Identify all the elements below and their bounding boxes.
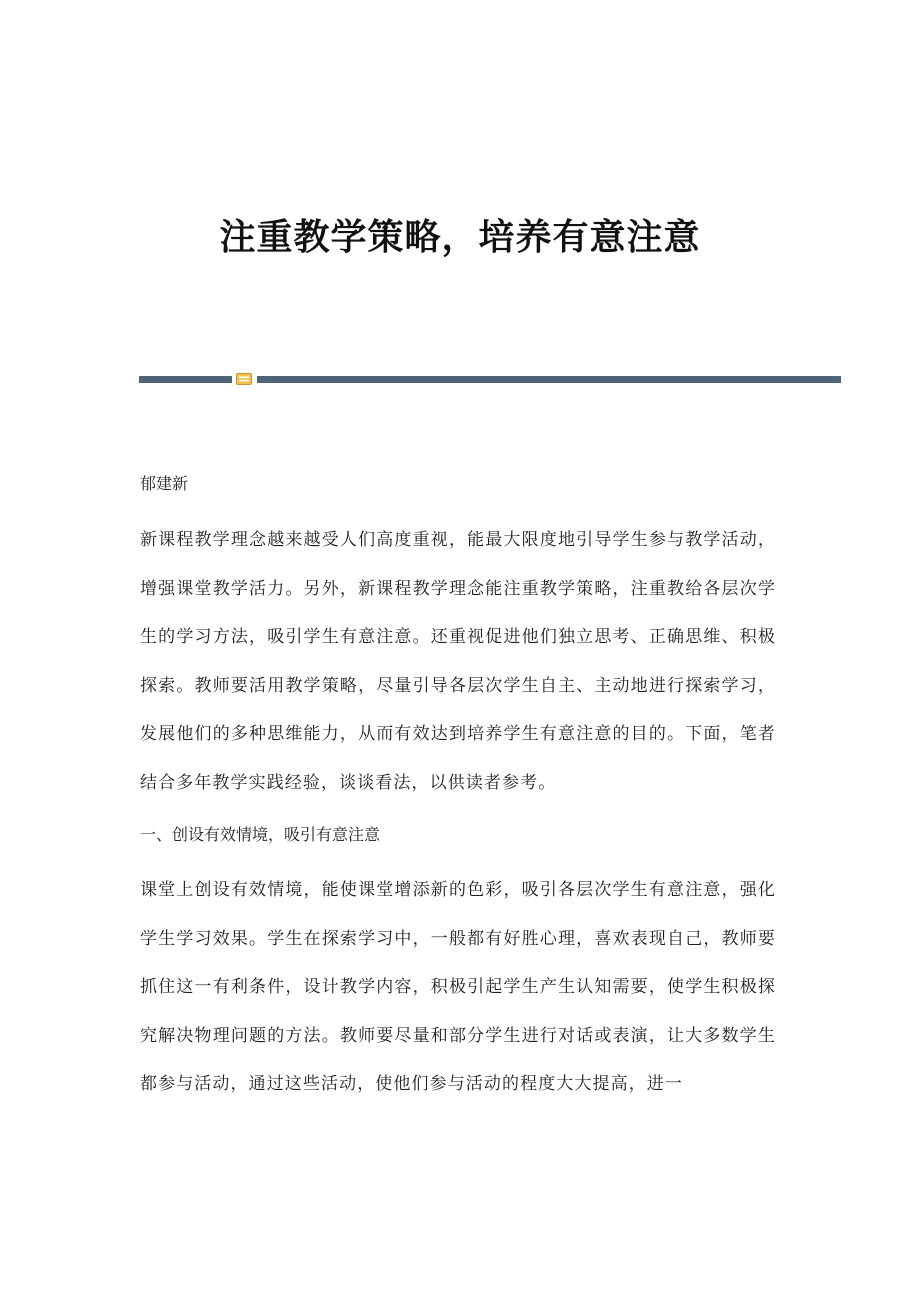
divider-bar-left [139,376,232,383]
body-paragraph: 课堂上创设有效情境，能使课堂增添新的色彩，吸引各层次学生有意注意，强化学生学习效果。学生在探索学习中，一般都有好胜心理，喜欢表现自己，教师要抓住这一有利条件，设计教学内容，积极引起学生产生认知需要，使学生积极探究解决物理问题的方法。教师要尽量和部分学生进行对话或表演，让大多数学生都参与活动，通过这些活动，使他们参与活动的程度大大提高，进一 [140,880,776,1094]
document-title: 注重教学策略，培养有意注意 [219,216,701,258]
section-heading: 一、创设有效情境，吸引有意注意 [140,825,381,844]
body-paragraph: 新课程教学理念越来越受人们高度重视，能最大限度地引导学生参与教学活动，增强课堂教学活力。另外，新课程教学理念能注重教学策略，注重教给各层次学生的学习方法，吸引学生有意注意。还重视促进他们独立思考、正确思维、积极探索。教师要活用教学策略，尽量引导各层次学生自主、主动地进行探索学习，发展他们的多种思维能力，从而有效达到培养学生有意注意的目的。下面，笔者结合多年教学实践经验，谈谈看法，以供读者参考。 [140,530,776,793]
divider-ornament-icon [236,373,252,385]
divider-bar-right [257,376,841,383]
author-name: 郁建新 [140,474,189,493]
title-divider [139,372,841,386]
